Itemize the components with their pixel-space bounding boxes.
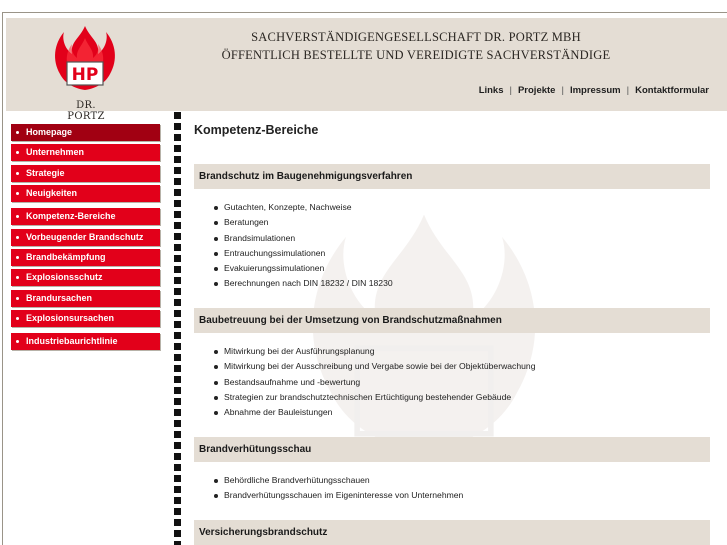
list-item <box>212 276 710 291</box>
bullet-icon <box>214 267 218 271</box>
site-header <box>6 17 727 122</box>
bullet-icon <box>214 206 218 210</box>
sidebar-item-label: Brandursachen <box>26 292 93 303</box>
section-list <box>194 473 710 504</box>
bullet-icon <box>214 494 218 498</box>
sidebar-item-explosionsschutz[interactable] <box>11 269 160 286</box>
sidebar-item-neuigkeiten[interactable] <box>11 185 160 202</box>
topnav-projekte[interactable]: Projekte <box>517 85 556 96</box>
list-item-text: Evakuierungssimulationen <box>224 263 325 274</box>
topnav-links[interactable]: Links <box>478 85 504 96</box>
top-navigation <box>479 85 709 96</box>
list-item <box>212 215 710 230</box>
bullet-icon <box>214 365 218 369</box>
bullet-icon <box>16 215 19 218</box>
sidebar-group-guidelines <box>11 333 160 350</box>
sidebar-item-label: Strategie <box>26 167 65 178</box>
topnav-separator: | <box>509 85 512 96</box>
section-heading: Brandschutz im Baugenehmigungsverfahren <box>194 164 710 189</box>
bullet-icon <box>16 256 19 259</box>
sidebar-item-label: Brandbekämpfung <box>26 251 106 262</box>
main-content <box>194 112 710 545</box>
sidebar-item-strategie[interactable] <box>11 165 160 182</box>
bullet-icon <box>214 396 218 400</box>
sidebar-item-label: Explosionsursachen <box>26 313 115 324</box>
section-heading: Brandverhütungsschau <box>194 437 710 462</box>
sidebar-item-label: Explosionsschutz <box>26 272 103 283</box>
list-item <box>212 488 710 503</box>
sidebar-item-label: Kompetenz-Bereiche <box>26 211 116 222</box>
topnav-separator: | <box>626 85 630 96</box>
sidebar-item-industriebaurichtlinie[interactable] <box>11 333 160 350</box>
list-item <box>212 390 710 405</box>
company-name: SACHVERSTÄNDIGENGESELLSCHAFT DR. PORTZ MBH <box>251 30 581 44</box>
list-item-text: Brandverhütungsschauen im Eigeninteresse von Unternehmen <box>224 490 464 501</box>
list-item-text: Entrauchungssimulationen <box>224 247 326 258</box>
list-item <box>212 200 710 215</box>
company-logo[interactable] <box>50 24 120 122</box>
dashed-divider <box>174 112 181 545</box>
sidebar-group-main <box>11 124 160 202</box>
bullet-icon <box>16 236 19 239</box>
list-item-text: Bestandsaufnahme und -bewertung <box>224 376 361 387</box>
bullet-icon <box>16 340 19 343</box>
list-item <box>212 473 710 488</box>
sidebar-item-explosionsursachen[interactable] <box>11 310 160 327</box>
bullet-icon <box>16 317 19 320</box>
list-item-text: Mitwirkung bei der Ausführungsplanung <box>224 346 375 356</box>
list-item-text: Strategien zur brandschutztechnischen Ertüchtigung bestehender Gebäude <box>224 391 512 402</box>
bullet-icon <box>214 237 218 241</box>
topnav-separator: | <box>561 85 564 96</box>
section-brandverhuetungsschau <box>194 437 710 504</box>
sidebar-item-label: Vorbeugender Brandschutz <box>26 231 144 242</box>
company-subtitle: ÖFFENTLICH BESTELLTE UND VEREIDIGTE SACHVERSTÄNDIGE <box>221 48 611 62</box>
list-item-text: Behördliche Brandverhütungsschauen <box>224 475 370 485</box>
topnav-kontaktformular[interactable]: Kontaktformular <box>635 85 709 96</box>
flame-logo-icon <box>50 24 120 102</box>
bullet-icon <box>214 479 218 483</box>
list-item <box>212 246 710 261</box>
section-heading: Baubetreuung bei der Umsetzung von Brandschutzmaßnahmen <box>194 308 710 333</box>
sidebar-item-unternehmen[interactable] <box>11 144 160 161</box>
logo-text: DR. PORTZ <box>67 100 105 122</box>
bullet-icon <box>16 172 19 175</box>
bullet-icon <box>16 297 19 300</box>
list-item-text: Mitwirkung bei der Ausschreibung und Vergabe sowie bei der Objektüberwachung <box>224 361 536 372</box>
bullet-icon <box>214 350 218 354</box>
bullet-icon <box>16 192 19 195</box>
sidebar-item-kompetenz-bereiche[interactable] <box>11 208 160 225</box>
sidebar-item-label: Neuigkeiten <box>26 188 78 199</box>
list-item-text: Brandsimulationen <box>224 232 296 243</box>
sidebar-item-label: Industriebaurichtlinie <box>26 336 118 347</box>
sidebar-item-brandursachen[interactable] <box>11 290 160 307</box>
bullet-icon <box>214 252 218 256</box>
sidebar-item-label: Unternehmen <box>26 147 85 158</box>
sidebar-item-brandbekaempfung[interactable] <box>11 249 160 266</box>
bullet-icon <box>16 276 19 279</box>
topnav-impressum[interactable]: Impressum <box>569 85 621 96</box>
list-item <box>212 405 710 420</box>
section-list <box>194 344 710 420</box>
list-item-text: Gutachten, Konzepte, Nachweise <box>224 202 352 212</box>
section-list <box>194 200 710 292</box>
sidebar-item-homepage[interactable] <box>11 124 160 141</box>
list-item <box>212 359 710 374</box>
list-item-text: Abnahme der Bauleistungen <box>224 407 333 418</box>
bullet-icon <box>214 381 218 385</box>
list-item <box>212 231 710 246</box>
section-baugenehmigung <box>194 164 710 292</box>
sidebar-navigation <box>11 124 160 356</box>
bullet-icon <box>16 151 19 154</box>
list-item-text: Beratungen <box>224 217 269 228</box>
sidebar-item-vorbeugender-brandschutz[interactable] <box>11 229 160 246</box>
section-baubetreuung <box>194 308 710 420</box>
bullet-icon <box>214 221 218 225</box>
section-heading: Versicherungsbrandschutz <box>194 520 710 545</box>
bullet-icon <box>16 131 19 134</box>
sidebar-item-label: Homepage <box>26 127 73 137</box>
bullet-icon <box>214 411 218 415</box>
section-versicherungsbrandschutz <box>194 520 710 545</box>
list-item <box>212 261 710 276</box>
list-item <box>212 344 710 359</box>
sidebar-group-competence <box>11 208 160 327</box>
logo-initials: HP <box>71 65 99 85</box>
bullet-icon <box>214 282 218 286</box>
list-item <box>212 375 710 390</box>
list-item-text: Berechnungen nach DIN 18232 / DIN 18230 <box>224 278 393 289</box>
page-title: Kompetenz-Bereiche <box>194 123 319 137</box>
